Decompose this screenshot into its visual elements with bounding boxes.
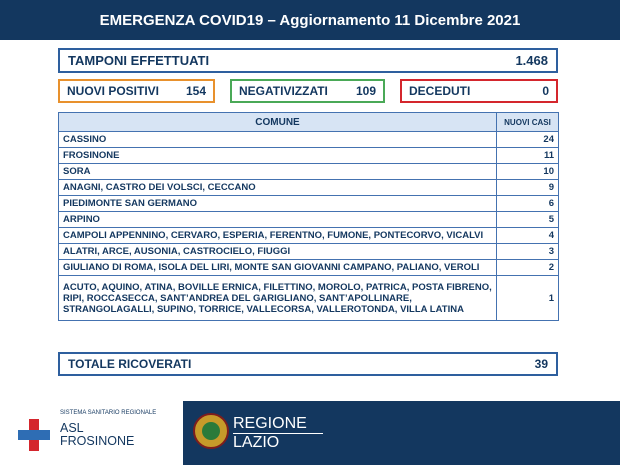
positivi-box — [58, 79, 215, 103]
column-header-nuovi-casi: NUOVI CASI — [497, 113, 559, 132]
comune-cell: FROSINONE — [59, 148, 497, 164]
table-row — [59, 164, 559, 180]
table-row — [59, 132, 559, 148]
casi-cell: 10 — [497, 164, 559, 180]
ssr-label: SISTEMA SANITARIO REGIONALE — [60, 410, 157, 416]
comune-cell: CAMPOLI APPENNINO, CERVARO, ESPERIA, FERENTNO, FUMONE, PONTECORVO, VICALVI — [59, 228, 497, 244]
table-row — [59, 244, 559, 260]
asl-logo-area — [0, 401, 180, 465]
asl-name — [60, 422, 134, 448]
comune-cell: PIEDIMONTE SAN GERMANO — [59, 196, 497, 212]
casi-cell: 24 — [497, 132, 559, 148]
negativizzati-box — [230, 79, 385, 103]
comune-cell: GIULIANO DI ROMA, ISOLA DEL LIRI, MONTE SAN GIOVANNI CAMPANO, PALIANO, VEROLI — [59, 260, 497, 276]
comune-cell: ALATRI, ARCE, AUSONIA, CASTROCIELO, FIUGGI — [59, 244, 497, 260]
table-row — [59, 276, 559, 321]
table-header-row — [59, 113, 559, 132]
casi-cell: 9 — [497, 180, 559, 196]
ricoverati-label: TOTALE RICOVERATI — [68, 357, 192, 371]
casi-cell: 1 — [497, 276, 559, 321]
tamponi-value: 1.468 — [515, 53, 548, 68]
regione-divider — [233, 433, 323, 434]
comune-cell: ANAGNI, CASTRO DEI VOLSCI, CECCANO — [59, 180, 497, 196]
page-title: EMERGENZA COVID19 – Aggiornamento 11 Dicembre 2021 — [0, 0, 620, 40]
comune-cell: SORA — [59, 164, 497, 180]
column-header-comune: COMUNE — [59, 113, 497, 132]
casi-cell: 2 — [497, 260, 559, 276]
tamponi-label: TAMPONI EFFETTUATI — [68, 53, 210, 68]
table-row — [59, 212, 559, 228]
negativizzati-value: 109 — [355, 84, 376, 98]
casi-cell: 5 — [497, 212, 559, 228]
ricoverati-box — [58, 352, 558, 376]
table-row — [59, 196, 559, 212]
table-row — [59, 228, 559, 244]
tamponi-box — [58, 48, 558, 73]
comuni-table — [58, 112, 559, 321]
table-row — [59, 180, 559, 196]
casi-cell: 4 — [497, 228, 559, 244]
table-row — [59, 260, 559, 276]
comune-cell: ARPINO — [59, 212, 497, 228]
regione-emblem-icon — [193, 413, 229, 449]
deceduti-label: DECEDUTI — [409, 84, 471, 98]
regione-lazio-banner — [183, 401, 620, 465]
positivi-value: 154 — [185, 84, 206, 98]
casi-cell: 6 — [497, 196, 559, 212]
casi-cell: 11 — [497, 148, 559, 164]
negativizzati-label: NEGATIVIZZATI — [239, 84, 328, 98]
deceduti-box — [400, 79, 558, 103]
regione-line1: REGIONE — [233, 415, 307, 432]
asl-line2: FROSINONE — [60, 434, 135, 448]
comune-cell: ACUTO, AQUINO, ATINA, BOVILLE ERNICA, FILETTINO, MOROLO, PATRICA, POSTA FIBRENO, RIPI, ROCCASECCA, SANT’ANDREA DEL GARIGLIANO, SANT’APOLLINARE, STRANGOLAGALLI, SUPINO, TORRICE, VALLECORSA, VALLEROTONDA, VILLA LATINA — [59, 276, 497, 321]
deceduti-value: 0 — [542, 84, 549, 98]
positivi-label: NUOVI POSITIVI — [67, 84, 160, 98]
ricoverati-value: 39 — [534, 357, 548, 371]
table-row — [59, 148, 559, 164]
regione-line2: LAZIO — [233, 434, 280, 451]
asl-line1: ASL — [60, 421, 84, 435]
casi-cell: 3 — [497, 244, 559, 260]
comune-cell: CASSINO — [59, 132, 497, 148]
